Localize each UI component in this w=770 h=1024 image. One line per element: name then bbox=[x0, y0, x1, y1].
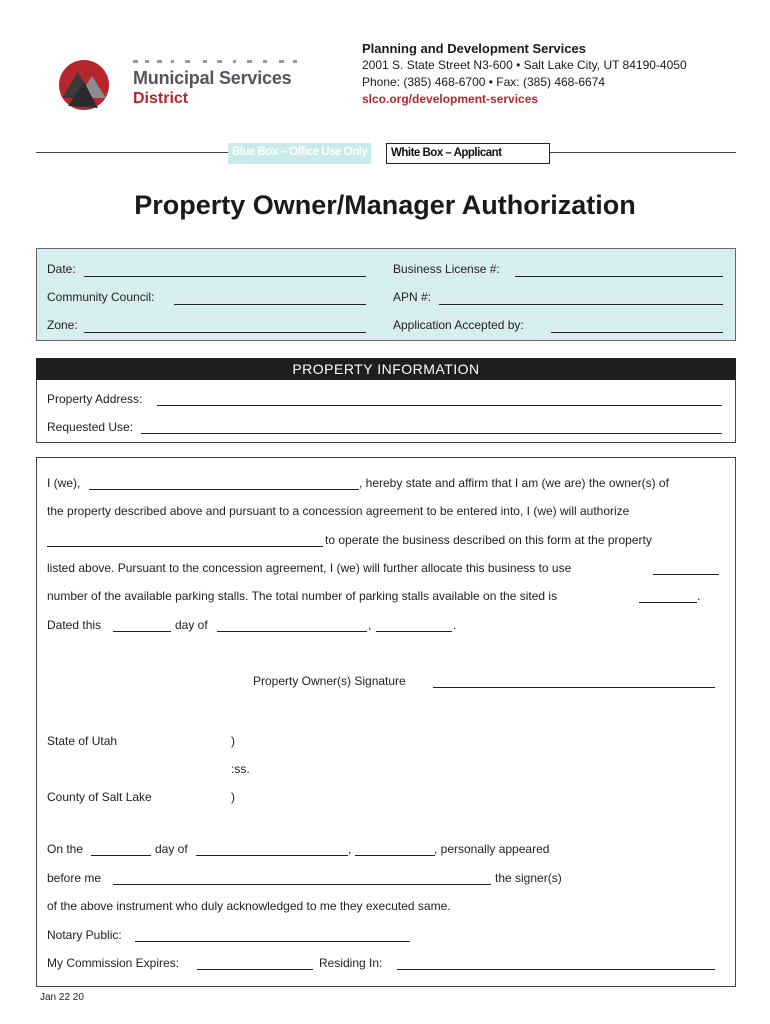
phone-fax: Phone: (385) 468-6700 • Fax: (385) 468-6674 bbox=[362, 75, 606, 89]
notary-day-field[interactable] bbox=[91, 855, 151, 856]
date-field[interactable] bbox=[84, 276, 366, 277]
business-license-label: Business License #: bbox=[393, 262, 500, 276]
accepted-by-field[interactable] bbox=[551, 332, 723, 333]
notary-month-field[interactable] bbox=[196, 855, 348, 856]
statement-line-2: the property described above and pursuant to a concession agreement to be entered into, I (we) will authorize bbox=[47, 504, 630, 518]
signers-label: the signer(s) bbox=[495, 871, 562, 885]
owner-name-field[interactable] bbox=[89, 489, 359, 490]
page-title: Property Owner/Manager Authorization bbox=[134, 190, 636, 220]
legend-blue-box: Blue Box – Office Use Only bbox=[228, 143, 371, 164]
on-the-label: On the bbox=[47, 842, 84, 856]
msd-logo-icon bbox=[58, 58, 110, 112]
owner-signature-label: Property Owner(s) Signature bbox=[253, 674, 406, 688]
apn-label: APN #: bbox=[393, 290, 432, 304]
owner-signature-field[interactable] bbox=[433, 687, 715, 688]
legend-white-box: White Box – Applicant bbox=[386, 143, 550, 164]
property-information-box bbox=[36, 380, 736, 443]
state-of-utah-label: State of Utah bbox=[47, 734, 118, 748]
appeared-name-field[interactable] bbox=[113, 884, 491, 885]
accepted-by-label: Application Accepted by: bbox=[393, 318, 524, 332]
commission-expires-label: My Commission Expires: bbox=[47, 956, 180, 970]
revision-date: Jan 22 20 bbox=[40, 992, 84, 1003]
acknowledged-text: of the above instrument who duly acknowledged to me they executed same. bbox=[47, 899, 451, 913]
notary-day-of-label: day of bbox=[155, 842, 188, 856]
legend-rule-right bbox=[550, 152, 736, 153]
logo-title: Municipal Services bbox=[133, 68, 292, 88]
dated-comma: , bbox=[368, 618, 372, 632]
dated-period: . bbox=[453, 618, 457, 632]
residing-in-field[interactable] bbox=[397, 969, 715, 970]
dated-month-field[interactable] bbox=[217, 631, 367, 632]
zone-label: Zone: bbox=[47, 318, 78, 332]
notary-public-field[interactable] bbox=[135, 941, 410, 942]
venue-ss: :ss. bbox=[231, 762, 250, 776]
notary-year-field[interactable] bbox=[355, 855, 435, 856]
business-name-field[interactable] bbox=[47, 546, 323, 547]
statement-line-3: to operate the business described on this form at the property bbox=[325, 533, 652, 547]
office-use-box bbox=[36, 248, 736, 341]
date-label: Date: bbox=[47, 262, 76, 276]
requested-use-field[interactable] bbox=[141, 433, 722, 434]
notary-public-label: Notary Public: bbox=[47, 928, 122, 942]
property-address-field[interactable] bbox=[157, 405, 722, 406]
dated-year-field[interactable] bbox=[376, 631, 452, 632]
website-link[interactable]: slco.org/development-services bbox=[362, 92, 539, 106]
personally-appeared-label: , personally appeared bbox=[434, 842, 550, 856]
zone-field[interactable] bbox=[84, 332, 366, 333]
statement-line-4: listed above. Pursuant to the concession agreement, I (we) will further allocate this business to use bbox=[47, 561, 572, 575]
notary-comma: , bbox=[348, 842, 352, 856]
community-council-field[interactable] bbox=[174, 304, 366, 305]
before-me-label: before me bbox=[47, 871, 102, 885]
dated-day-field[interactable] bbox=[113, 631, 171, 632]
allocated-stalls-field[interactable] bbox=[653, 574, 719, 575]
address: 2001 S. State Street N3-600 • Salt Lake City, UT 84190-4050 bbox=[362, 58, 687, 72]
requested-use-label: Requested Use: bbox=[47, 420, 134, 434]
venue-paren-2: ) bbox=[231, 790, 235, 804]
org-name: Planning and Development Services bbox=[362, 41, 586, 56]
legend-rule-left bbox=[36, 152, 228, 153]
authorization-box bbox=[36, 457, 736, 987]
business-license-field[interactable] bbox=[515, 276, 723, 277]
property-address-label: Property Address: bbox=[47, 392, 143, 406]
commission-expires-field[interactable] bbox=[197, 969, 313, 970]
statement-line-5: number of the available parking stalls. The total number of parking stalls available on the sited is bbox=[47, 589, 558, 603]
county-salt-lake-label: County of Salt Lake bbox=[47, 790, 152, 804]
statement-line-5-end: . bbox=[697, 589, 701, 603]
dated-this-label: Dated this bbox=[47, 618, 102, 632]
venue-paren-1: ) bbox=[231, 734, 235, 748]
dated-day-of-label: day of bbox=[175, 618, 208, 632]
statement-line-1: , hereby state and affirm that I am (we are) the owner(s) of bbox=[359, 476, 669, 490]
statement-i-we: I (we), bbox=[47, 476, 81, 490]
contact-block bbox=[362, 40, 687, 108]
logo-subtitle: District bbox=[133, 90, 189, 107]
community-council-label: Community Council: bbox=[47, 290, 155, 304]
residing-in-label: Residing In: bbox=[319, 956, 383, 970]
logo-tagline-dots bbox=[133, 60, 305, 64]
total-stalls-field[interactable] bbox=[639, 602, 697, 603]
property-information-header: PROPERTY INFORMATION bbox=[36, 358, 736, 380]
apn-field[interactable] bbox=[439, 304, 723, 305]
